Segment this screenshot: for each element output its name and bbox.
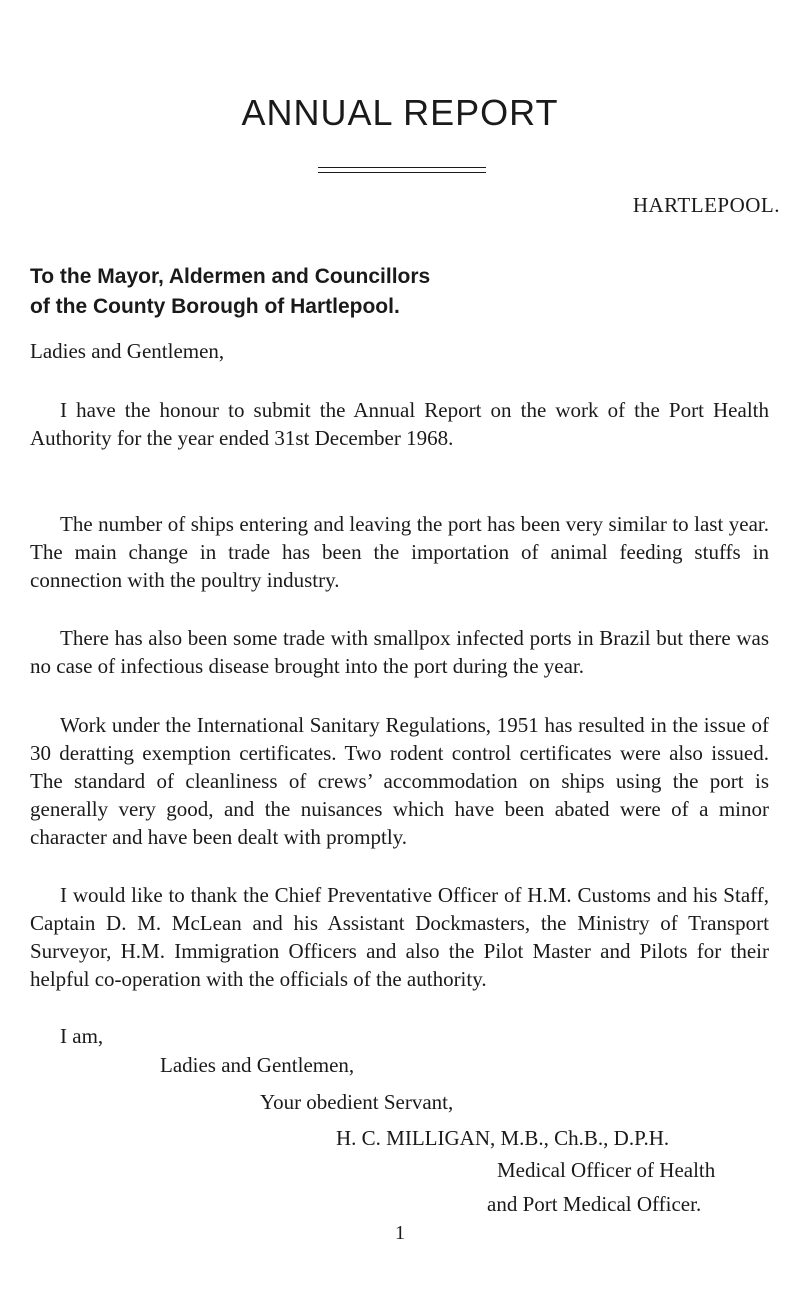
addressee-block (30, 262, 770, 322)
title-rule-top (318, 167, 486, 168)
signatory-title-2: and Port Medical Officer. (487, 1192, 702, 1216)
paragraph-4: Work under the International Sanitary Regulations, 1951 has resulted in the issue of 30 deratting exemption certificates. Two rodent control certificates were also issued. The standard of cleanliness of crews’ accommodation on ships using the port is generally very good, and the nuisances which have been abated were of a minor character and have been dealt with promptly. (30, 713, 769, 849)
closing-salutation: Ladies and Gentlemen, (160, 1053, 355, 1077)
closing-i-am: I am, (60, 1024, 104, 1048)
closing-servant: Your obedient Servant, (260, 1090, 454, 1114)
page-title: ANNUAL REPORT (241, 92, 559, 133)
paragraph-2: The number of ships entering and leaving the port has been very similar to last year. The main change in trade has been the importation of animal feeding stuffs in connection with the poultry industry. (30, 512, 769, 592)
signatory-title-1: Medical Officer of Health (497, 1158, 716, 1182)
title-rule-bottom (318, 172, 486, 173)
page-number: 1 (395, 1222, 405, 1244)
salutation: Ladies and Gentlemen, (30, 339, 225, 363)
paragraph-3: There has also been some trade with smallpox infected ports in Brazil but there was no case of infectious disease brought into the port during the year. (30, 626, 769, 678)
addressee-line-2: of the County Borough of Hartlepool. (30, 295, 400, 318)
paragraph-1: I have the honour to submit the Annual Report on the work of the Port Health Authority for the year ended 31st December 1968. (30, 398, 769, 450)
place-name: HARTLEPOOL. (632, 193, 780, 217)
paragraph-5: I would like to thank the Chief Preventative Officer of H.M. Customs and his Staff, Captain D. M. McLean and his Assistant Dockmasters, the Ministry of Transport Surveyor, H.M. Immigration Officers and also the Pilot Master and Pilots for their helpful co-operation with the officials of the authority. (30, 883, 769, 991)
addressee-line-1: To the Mayor, Aldermen and Councillors (30, 265, 431, 288)
signatory-name: H. C. MILLIGAN, M.B., Ch.B., D.P.H. (336, 1126, 670, 1150)
